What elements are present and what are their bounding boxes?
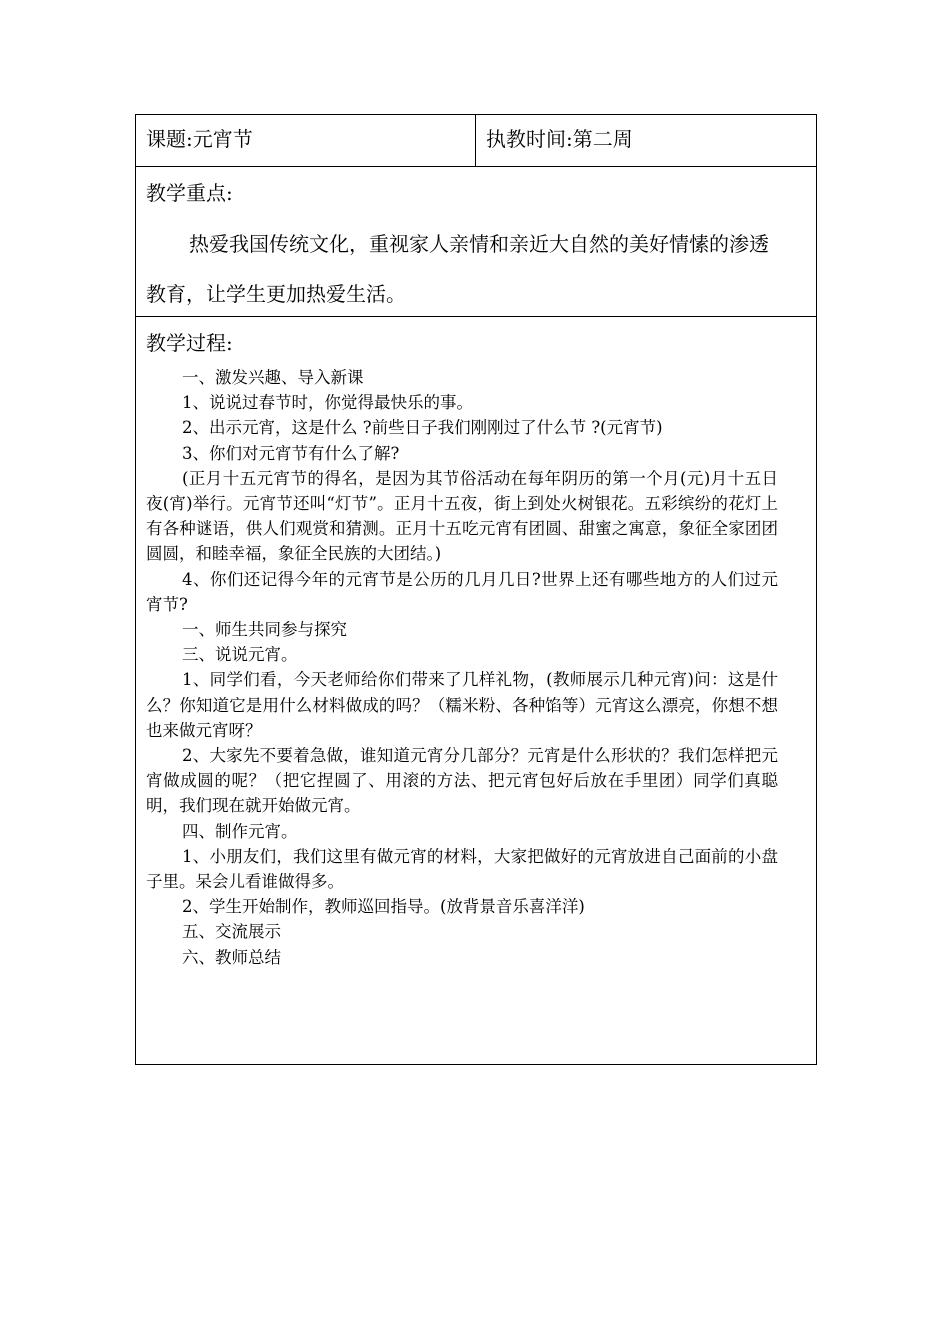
process-content [146, 365, 778, 970]
process-line: 3、你们对元宵节有什么了解? [182, 443, 400, 463]
process-paragraph: (正月十五元宵节的得名，是因为其节俗活动在每年阴历的第一个月(元)月十五日夜(宵)举行。元宵节还叫“灯节”。正月十五夜，街上到处火树银花。五彩缤纷的花灯上有各种谜语，供人们观赏和猜测。正月十五吃元宵有团圆、甜蜜之寓意，象征全家团团圆圆，和睦幸福，象征全民族的大团结。) [146, 468, 778, 564]
teaching-time-cell: 执教时间:第二周 [486, 127, 633, 151]
process-line: 1、说说过春节时，你觉得最快乐的事。 [182, 393, 473, 413]
header-row [136, 115, 816, 167]
process-line: 一、激发兴趣、导入新课 [182, 368, 364, 387]
teaching-key-points-section [136, 167, 816, 317]
process-heading: 教学过程: [146, 331, 233, 355]
process-line: 六、教师总结 [182, 947, 281, 967]
process-paragraph: 2、大家先不要着急做，谁知道元宵分几部分？元宵是什么形状的？我们怎样把元宵做成圆的呢？（把它捏圆了、用滚的方法、把元宵包好后放在手里团）同学们真聪明，我们现在就开始做元宵。 [146, 746, 778, 816]
process-line: 四、制作元宵。 [182, 821, 298, 841]
process-paragraph: 1、小朋友们，我们这里有做元宵的材料，大家把做好的元宵放进自己面前的小盘子里。呆会儿看谁做得多。 [146, 846, 778, 892]
key-points-body: 热爱我国传统文化，重视家人亲情和亲近大自然的美好情愫的渗透教育，让学生更加热爱生活。 [146, 232, 769, 306]
process-line: 2、学生开始制作，教师巡回指导。(放背景音乐喜洋洋) [182, 897, 585, 917]
process-paragraph: 1、同学们看，今天老师给你们带来了几样礼物，(教师展示几种元宵)问：这是什么？你知道它是用什么材料做成的吗？（糯米粉、各种馅等）元宵这么漂亮，你想不想也来做元宵呀？ [146, 670, 778, 740]
process-line: 五、交流展示 [182, 922, 281, 942]
process-line: 三、说说元宵。 [182, 645, 298, 665]
process-line: 一、师生共同参与探究 [182, 620, 347, 640]
lesson-plan-table [135, 114, 817, 1065]
teaching-process-section [136, 317, 816, 1064]
process-line: 2、出示元宵，这是什么 ?前些日子我们刚刚过了什么节 ?(元宵节) [182, 418, 663, 438]
process-paragraph: 4、你们还记得今年的元宵节是公历的几月几日?世界上还有哪些地方的人们过元宵节? [146, 569, 778, 614]
key-points-heading: 教学重点: [146, 181, 233, 205]
topic-cell: 课题:元宵节 [136, 115, 476, 166]
